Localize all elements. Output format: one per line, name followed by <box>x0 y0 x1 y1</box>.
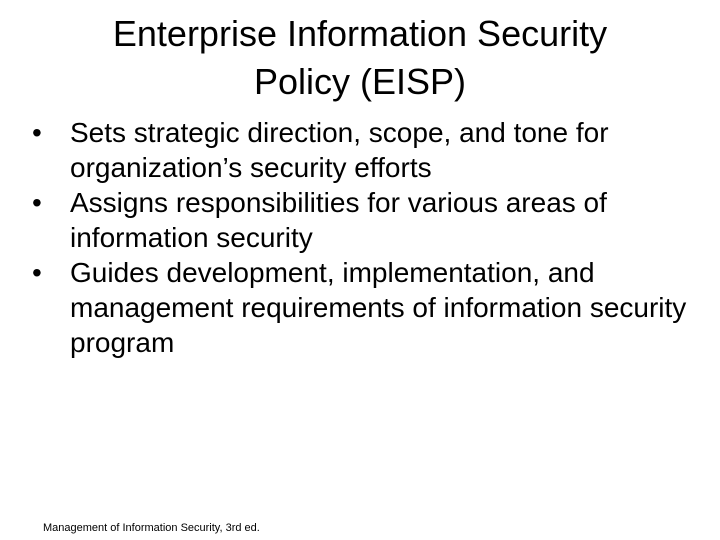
bullet-text: Guides development, implementation, and management requirements of information security program <box>70 257 687 358</box>
slide-title <box>40 10 680 106</box>
bullet-list <box>30 115 700 360</box>
slide-title-line-2: Policy (EISP) <box>253 61 467 102</box>
bullet-dot-icon: • <box>32 187 42 218</box>
bullet-dot-icon: • <box>32 257 42 288</box>
bullet-text: Sets strategic direction, scope, and tone for organization’s security efforts <box>70 117 609 183</box>
bullet-dot-icon: • <box>32 117 42 148</box>
bullet-item <box>30 115 700 185</box>
bullet-text: Assigns responsibilities for various areas of information security <box>70 187 607 253</box>
slide-footer: Management of Information Security, 3rd ed. <box>43 522 260 534</box>
bullet-item <box>30 255 700 360</box>
slide-title-line-1: Enterprise Information Security <box>112 13 608 54</box>
bullet-item <box>30 185 700 255</box>
